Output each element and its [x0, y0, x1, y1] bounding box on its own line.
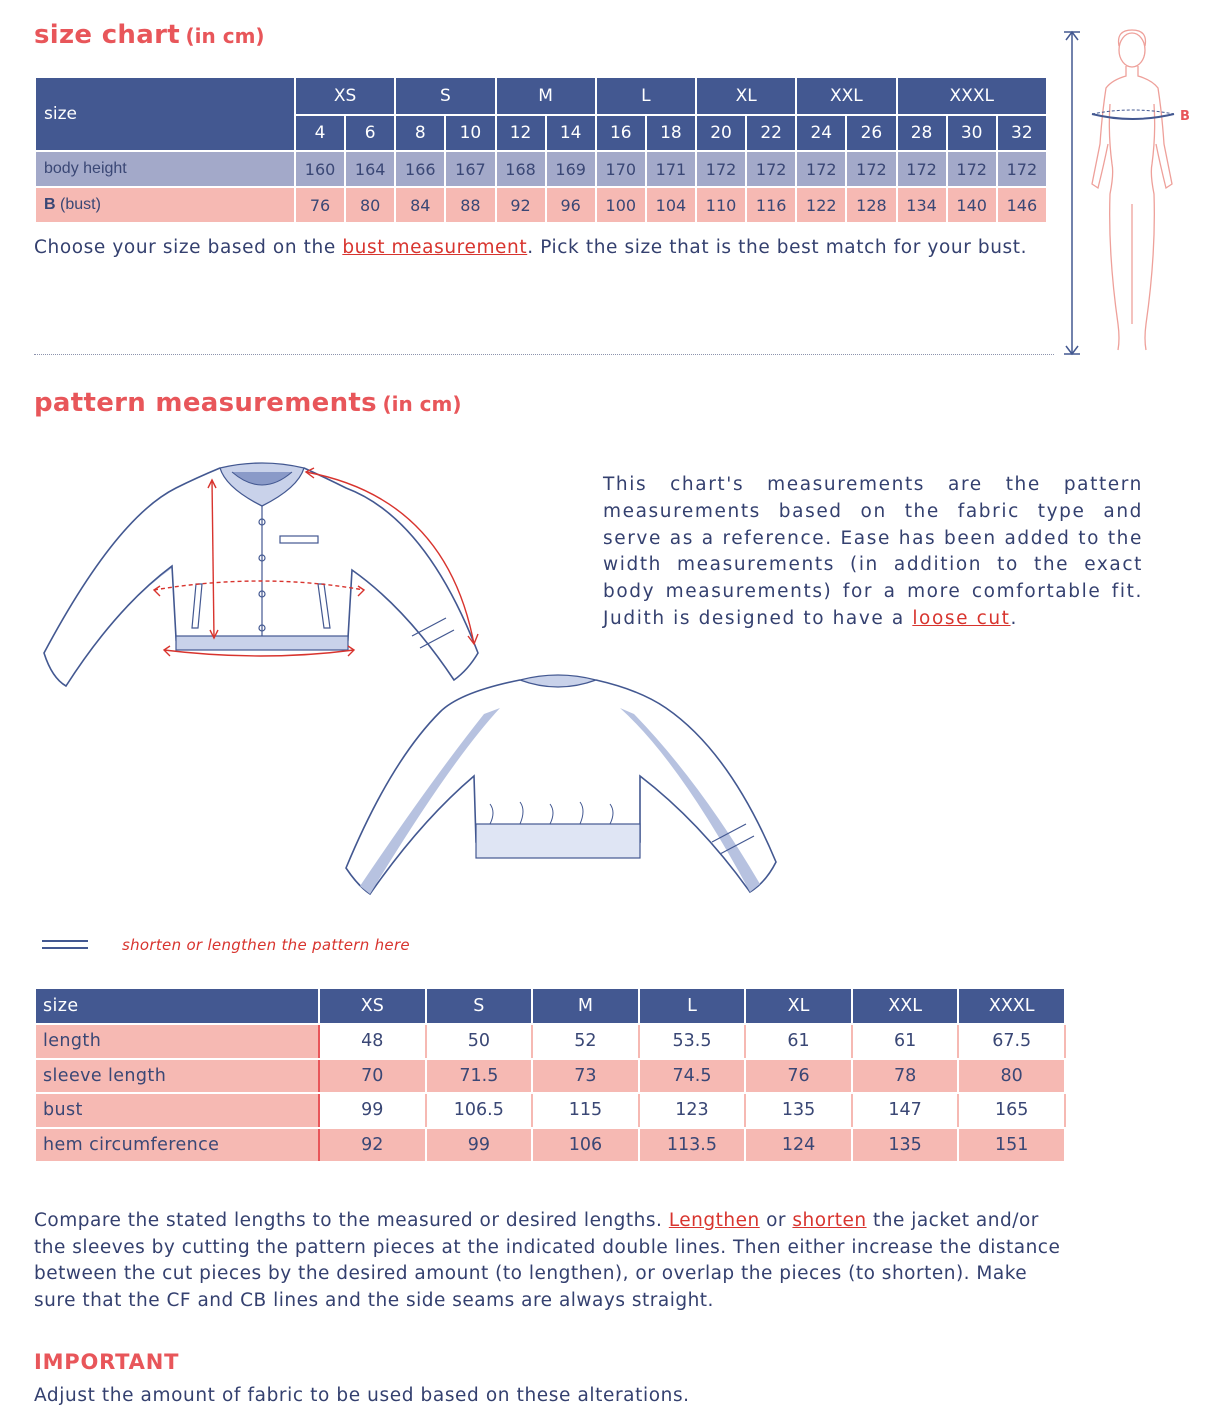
table-row	[35, 1128, 1065, 1163]
body-figure-illustration	[1056, 24, 1196, 364]
size-header-label: size	[35, 77, 295, 151]
row-label: sleeve length	[35, 1059, 319, 1094]
row-value: 165	[958, 1093, 1065, 1128]
bust-label	[35, 187, 295, 223]
body-height-value: 172	[696, 151, 746, 187]
bust-value: 134	[897, 187, 947, 223]
size-number: 12	[496, 115, 546, 151]
row-value: 123	[639, 1093, 746, 1128]
row-value: 135	[745, 1093, 852, 1128]
bust-value: 80	[345, 187, 395, 223]
size-number: 32	[997, 115, 1047, 151]
size-note	[34, 234, 1027, 261]
pattern-title	[34, 388, 462, 418]
row-value: 115	[532, 1093, 639, 1128]
bust-label-letter: B	[44, 196, 56, 213]
bust-value: 88	[445, 187, 495, 223]
table-row	[35, 1059, 1065, 1094]
size-group-header: S	[395, 77, 495, 115]
row-value: 99	[426, 1128, 533, 1163]
row-value: 80	[958, 1059, 1065, 1094]
row-value: 70	[319, 1059, 426, 1094]
row-value: 99	[319, 1093, 426, 1128]
bust-marker-label: B	[1180, 109, 1190, 124]
size-number: 20	[696, 115, 746, 151]
bust-value: 116	[746, 187, 796, 223]
body-height-label: body height	[35, 151, 295, 187]
row-label: hem circumference	[35, 1128, 319, 1163]
row-value: 48	[319, 1024, 426, 1059]
bust-value: 76	[295, 187, 345, 223]
compare-text-mid: or	[759, 1210, 793, 1231]
legend-text: shorten or lengthen the pattern here	[122, 936, 410, 954]
table-row	[35, 1093, 1065, 1128]
body-height-value: 171	[646, 151, 696, 187]
size-group-header: XL	[696, 77, 796, 115]
row-value: 124	[745, 1128, 852, 1163]
bust-value: 122	[796, 187, 846, 223]
bust-value: 128	[846, 187, 896, 223]
row-value: 61	[745, 1024, 852, 1059]
section-divider	[34, 354, 1054, 355]
pattern-size-header: M	[532, 988, 639, 1024]
size-number: 16	[596, 115, 646, 151]
pattern-table-header	[35, 988, 1065, 1024]
pattern-unit: (in cm)	[382, 392, 462, 416]
important-heading: IMPORTANT	[34, 1350, 180, 1374]
bust-value: 96	[546, 187, 596, 223]
size-note-text: Choose your size based on the	[34, 237, 343, 258]
bust-value: 104	[646, 187, 696, 223]
double-line-legend-icon	[42, 940, 88, 949]
important-text: Adjust the amount of fabric to be used based on these alterations.	[34, 1385, 690, 1406]
pattern-title-text: pattern measurements	[34, 388, 377, 418]
bust-value: 110	[696, 187, 746, 223]
row-label: length	[35, 1024, 319, 1059]
body-height-row	[35, 151, 1047, 187]
pattern-size-header-label: size	[35, 988, 319, 1024]
body-height-value: 172	[897, 151, 947, 187]
size-number: 30	[947, 115, 997, 151]
row-value: 135	[852, 1128, 959, 1163]
size-number: 28	[897, 115, 947, 151]
pattern-description	[603, 472, 1143, 633]
bust-value: 84	[395, 187, 445, 223]
size-chart-title-text: size chart	[34, 20, 180, 50]
loose-cut-link[interactable]: loose cut	[912, 607, 1011, 629]
row-value: 76	[745, 1059, 852, 1094]
bust-measurement-link[interactable]: bust measurement	[342, 237, 528, 258]
jacket-back-illustration	[340, 672, 780, 902]
body-height-value: 160	[295, 151, 345, 187]
jacket-back-icon	[346, 675, 776, 894]
pattern-measurements-table	[34, 987, 1066, 1163]
lengthen-link[interactable]: Lengthen	[668, 1210, 760, 1231]
jacket-front-icon	[44, 463, 478, 686]
row-value: 67.5	[958, 1024, 1065, 1059]
size-chart-table	[34, 76, 1048, 224]
size-number: 24	[796, 115, 846, 151]
body-height-value: 170	[596, 151, 646, 187]
row-value: 78	[852, 1059, 959, 1094]
pattern-size-header: S	[426, 988, 533, 1024]
body-height-value: 172	[947, 151, 997, 187]
size-number: 14	[546, 115, 596, 151]
size-number: 8	[395, 115, 445, 151]
row-label: bust	[35, 1093, 319, 1128]
row-value: 71.5	[426, 1059, 533, 1094]
size-group-header: XXXL	[897, 77, 1048, 115]
size-note-text-end: . Pick the size that is the best match for your bust.	[527, 237, 1028, 258]
size-group-header: XS	[295, 77, 395, 115]
body-height-value: 172	[997, 151, 1047, 187]
size-group-header: L	[596, 77, 696, 115]
body-height-value: 172	[796, 151, 846, 187]
shorten-link[interactable]: shorten	[792, 1210, 867, 1231]
row-value: 53.5	[639, 1024, 746, 1059]
jacket-front-illustration	[36, 458, 486, 698]
size-group-header: XXL	[796, 77, 896, 115]
row-value: 52	[532, 1024, 639, 1059]
row-value: 151	[958, 1128, 1065, 1163]
row-value: 74.5	[639, 1059, 746, 1094]
row-value: 73	[532, 1059, 639, 1094]
row-value: 113.5	[639, 1128, 746, 1163]
size-number: 22	[746, 115, 796, 151]
size-number: 4	[295, 115, 345, 151]
row-value: 61	[852, 1024, 959, 1059]
pattern-size-header: XXXL	[958, 988, 1065, 1024]
body-height-value: 166	[395, 151, 445, 187]
size-number: 18	[646, 115, 696, 151]
compare-text-end: the jacket and/or the sleeves by cutting the pattern pieces at the indicated double lines. Then either increase the distance between the cut pieces by the desired amount (to lengthen), or overlap the pieces (to shorten). Make sure that the CF and CB lines and the side seams are always straight.	[34, 1210, 1061, 1312]
size-group-header: M	[496, 77, 596, 115]
body-height-value: 172	[846, 151, 896, 187]
row-value: 147	[852, 1093, 959, 1128]
pattern-size-header: L	[639, 988, 746, 1024]
pattern-size-header: XXL	[852, 988, 959, 1024]
bust-row	[35, 187, 1047, 223]
pattern-description-text: This chart's measurements are the pattern measurements based on the fabric type and serve as a reference. Ease has been added to the width measurements (in addition to the exact body measurements) for a more comfortable fit. Judith is designed to have a	[603, 474, 1143, 629]
size-chart-title	[34, 20, 265, 50]
body-height-value: 167	[445, 151, 495, 187]
row-value: 106.5	[426, 1093, 533, 1128]
body-height-value: 168	[496, 151, 546, 187]
bust-value: 100	[596, 187, 646, 223]
height-arrow-icon	[1064, 32, 1080, 354]
compare-text: Compare the stated lengths to the measured or desired lengths.	[34, 1210, 669, 1231]
pattern-size-header: XS	[319, 988, 426, 1024]
bust-value: 146	[997, 187, 1047, 223]
bust-value: 92	[496, 187, 546, 223]
body-height-value: 172	[746, 151, 796, 187]
body-height-value: 164	[345, 151, 395, 187]
size-number: 26	[846, 115, 896, 151]
pattern-description-end: .	[1010, 607, 1019, 629]
bust-label-text: (bust)	[55, 196, 101, 213]
body-height-value: 169	[546, 151, 596, 187]
size-chart-unit: (in cm)	[185, 24, 265, 48]
pattern-size-header: XL	[745, 988, 852, 1024]
row-value: 92	[319, 1128, 426, 1163]
bust-value: 140	[947, 187, 997, 223]
row-value: 50	[426, 1024, 533, 1059]
compare-paragraph	[34, 1208, 1074, 1315]
woman-figure-icon	[1092, 30, 1172, 350]
row-value: 106	[532, 1128, 639, 1163]
size-number: 10	[445, 115, 495, 151]
size-number: 6	[345, 115, 395, 151]
table-row	[35, 1024, 1065, 1059]
